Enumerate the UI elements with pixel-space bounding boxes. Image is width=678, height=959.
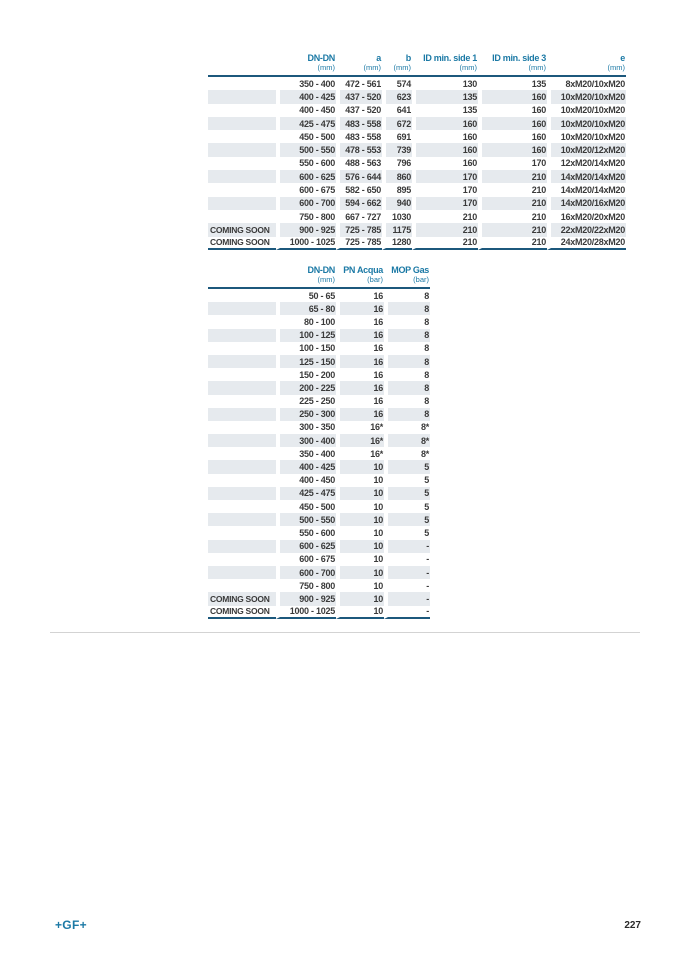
column-header: PN Acqua bbox=[343, 265, 383, 275]
table-cell: 1030 bbox=[382, 210, 412, 223]
row-label-cell bbox=[208, 526, 276, 539]
column-header: b bbox=[405, 53, 411, 63]
table-row bbox=[208, 104, 626, 117]
table-cell: 80 - 100 bbox=[276, 315, 336, 328]
table-cell: - bbox=[384, 606, 430, 619]
column-header: a bbox=[376, 53, 381, 63]
table-cell: 594 - 662 bbox=[336, 197, 382, 210]
row-label-cell bbox=[208, 210, 276, 223]
table-cell: 8 bbox=[384, 329, 430, 342]
table-cell: 483 - 558 bbox=[336, 117, 382, 130]
table-cell: 10 bbox=[336, 487, 384, 500]
table-cell: 160 bbox=[478, 130, 547, 143]
table-row bbox=[208, 197, 626, 210]
table-cell: 900 - 925 bbox=[276, 223, 336, 236]
column-unit: (mm) bbox=[382, 63, 412, 77]
table-cell: 500 - 550 bbox=[276, 143, 336, 156]
table-cell: 16 bbox=[336, 381, 384, 394]
table-cell: 225 - 250 bbox=[276, 395, 336, 408]
table-cell: 1000 - 1025 bbox=[276, 606, 336, 619]
table-cell: 1175 bbox=[382, 223, 412, 236]
table-cell: 400 - 450 bbox=[276, 104, 336, 117]
table-cell: 400 - 450 bbox=[276, 474, 336, 487]
table-cell: 8 bbox=[384, 302, 430, 315]
table-cell: 725 - 785 bbox=[336, 223, 382, 236]
table-cell: 16 bbox=[336, 329, 384, 342]
column-unit: (mm) bbox=[478, 63, 547, 77]
table-cell: 672 bbox=[382, 117, 412, 130]
table-cell: 796 bbox=[382, 157, 412, 170]
table-cell: 16 bbox=[336, 408, 384, 421]
table-cell: 130 bbox=[412, 77, 478, 90]
table-cell: 16 bbox=[336, 289, 384, 302]
table-cell: 10xM20/10xM20 bbox=[547, 117, 626, 130]
table-cell: 10 bbox=[336, 553, 384, 566]
header-unit-row bbox=[208, 275, 430, 289]
table-cell: 16 bbox=[336, 342, 384, 355]
table-cell: 170 bbox=[412, 197, 478, 210]
table-row bbox=[208, 553, 430, 566]
table-cell: 10 bbox=[336, 540, 384, 553]
table-cell: 350 - 400 bbox=[276, 77, 336, 90]
table-cell: 210 bbox=[478, 197, 547, 210]
table-row bbox=[208, 130, 626, 143]
table-cell: 16 bbox=[336, 368, 384, 381]
table-cell: 135 bbox=[412, 90, 478, 103]
table-row bbox=[208, 487, 430, 500]
table-cell: 425 - 475 bbox=[276, 117, 336, 130]
table-row bbox=[208, 210, 626, 223]
table-row bbox=[208, 237, 626, 250]
table-cell: 940 bbox=[382, 197, 412, 210]
table-cell: 600 - 700 bbox=[276, 197, 336, 210]
table-cell: 160 bbox=[412, 130, 478, 143]
table-cell: 425 - 475 bbox=[276, 487, 336, 500]
pressure-table-header bbox=[208, 256, 430, 289]
table-cell: 691 bbox=[382, 130, 412, 143]
table-row bbox=[208, 592, 430, 605]
table-cell: 200 - 225 bbox=[276, 381, 336, 394]
row-label-cell: COMING SOON bbox=[208, 606, 276, 619]
table-cell: 582 - 650 bbox=[336, 183, 382, 196]
table-cell: 210 bbox=[478, 183, 547, 196]
table-row bbox=[208, 355, 430, 368]
table-cell: 12xM20/14xM20 bbox=[547, 157, 626, 170]
pressure-table bbox=[208, 256, 430, 619]
table-row bbox=[208, 289, 430, 302]
row-label-cell bbox=[208, 302, 276, 315]
column-unit: (mm) bbox=[547, 63, 626, 77]
table-row bbox=[208, 500, 430, 513]
column-header: e bbox=[620, 53, 625, 63]
table-cell: 210 bbox=[478, 170, 547, 183]
table-row bbox=[208, 157, 626, 170]
row-label-cell bbox=[208, 329, 276, 342]
table-cell: 16* bbox=[336, 421, 384, 434]
row-label-cell bbox=[208, 540, 276, 553]
row-label-cell bbox=[208, 447, 276, 460]
table-row bbox=[208, 421, 430, 434]
table-cell: 8 bbox=[384, 355, 430, 368]
table-cell: 16* bbox=[336, 447, 384, 460]
table-cell: 125 - 150 bbox=[276, 355, 336, 368]
table-cell: 8 bbox=[384, 289, 430, 302]
table-cell: 1280 bbox=[382, 237, 412, 250]
table-cell: 135 bbox=[478, 77, 547, 90]
table-cell: 488 - 563 bbox=[336, 157, 382, 170]
table-cell: 210 bbox=[412, 223, 478, 236]
table-row bbox=[208, 143, 626, 156]
header-unit-row bbox=[208, 63, 626, 77]
table-cell: 170 bbox=[478, 157, 547, 170]
dimensions-table bbox=[208, 44, 626, 250]
table-cell: - bbox=[384, 540, 430, 553]
row-label-cell bbox=[208, 487, 276, 500]
table-cell: 14xM20/16xM20 bbox=[547, 197, 626, 210]
table-row bbox=[208, 368, 430, 381]
table-cell: 250 - 300 bbox=[276, 408, 336, 421]
table-cell: 16xM20/20xM20 bbox=[547, 210, 626, 223]
column-unit: (bar) bbox=[384, 275, 430, 289]
table-cell: 14xM20/14xM20 bbox=[547, 170, 626, 183]
row-label-cell bbox=[208, 355, 276, 368]
table-cell: 450 - 500 bbox=[276, 130, 336, 143]
table-cell: 10xM20/10xM20 bbox=[547, 104, 626, 117]
table-cell: 10 bbox=[336, 460, 384, 473]
column-unit bbox=[208, 275, 276, 289]
table-cell: 8* bbox=[384, 447, 430, 460]
pressure-table-body bbox=[208, 289, 430, 619]
table-cell: - bbox=[384, 553, 430, 566]
column-header: ID min. side 1 bbox=[423, 53, 477, 63]
table-row bbox=[208, 223, 626, 236]
table-cell: 667 - 727 bbox=[336, 210, 382, 223]
row-label-cell: COMING SOON bbox=[208, 223, 276, 236]
row-label-cell bbox=[208, 474, 276, 487]
table-cell: 400 - 425 bbox=[276, 90, 336, 103]
row-label-cell bbox=[208, 130, 276, 143]
table-cell: 170 bbox=[412, 183, 478, 196]
row-label-cell bbox=[208, 434, 276, 447]
table-row bbox=[208, 77, 626, 90]
table-cell: 8 bbox=[384, 368, 430, 381]
row-label-cell bbox=[208, 421, 276, 434]
table-row bbox=[208, 302, 430, 315]
table-cell: 22xM20/22xM20 bbox=[547, 223, 626, 236]
header-label-row bbox=[208, 44, 626, 63]
table-cell: 10 bbox=[336, 592, 384, 605]
section-divider bbox=[50, 632, 640, 633]
table-cell: 10xM20/10xM20 bbox=[547, 130, 626, 143]
table-cell: - bbox=[384, 566, 430, 579]
column-unit: (mm) bbox=[276, 63, 336, 77]
row-label-cell: COMING SOON bbox=[208, 592, 276, 605]
table-cell: 10 bbox=[336, 500, 384, 513]
table-cell: 574 bbox=[382, 77, 412, 90]
table-cell: 5 bbox=[384, 526, 430, 539]
table-cell: 860 bbox=[382, 170, 412, 183]
table-cell: 16* bbox=[336, 434, 384, 447]
table-cell: 725 - 785 bbox=[336, 237, 382, 250]
table-cell: 210 bbox=[478, 210, 547, 223]
table-cell: 600 - 625 bbox=[276, 170, 336, 183]
table-cell: 478 - 553 bbox=[336, 143, 382, 156]
table-cell: 160 bbox=[412, 157, 478, 170]
table-cell: 8 bbox=[384, 395, 430, 408]
row-label-cell bbox=[208, 342, 276, 355]
table-cell: 8xM20/10xM20 bbox=[547, 77, 626, 90]
table-cell: 135 bbox=[412, 104, 478, 117]
table-row bbox=[208, 183, 626, 196]
table-cell: 600 - 675 bbox=[276, 183, 336, 196]
table-cell: 160 bbox=[478, 143, 547, 156]
gf-logo: +GF+ bbox=[55, 918, 87, 932]
column-header: MOP Gas bbox=[391, 265, 429, 275]
table-cell: 5 bbox=[384, 513, 430, 526]
table-row bbox=[208, 315, 430, 328]
table-cell: 210 bbox=[478, 237, 547, 250]
table-cell: 10xM20/10xM20 bbox=[547, 90, 626, 103]
table-cell: 400 - 425 bbox=[276, 460, 336, 473]
table-row bbox=[208, 117, 626, 130]
table-cell: 8* bbox=[384, 434, 430, 447]
table-cell: 739 bbox=[382, 143, 412, 156]
table-cell: 8 bbox=[384, 315, 430, 328]
row-label-cell bbox=[208, 157, 276, 170]
row-label-cell bbox=[208, 553, 276, 566]
table-row bbox=[208, 566, 430, 579]
row-label-cell bbox=[208, 77, 276, 90]
table-cell: 160 bbox=[478, 90, 547, 103]
table-cell: 10 bbox=[336, 513, 384, 526]
column-header bbox=[208, 44, 276, 63]
row-label-cell bbox=[208, 117, 276, 130]
row-label-cell: COMING SOON bbox=[208, 237, 276, 250]
row-label-cell bbox=[208, 395, 276, 408]
dimensions-table-body bbox=[208, 77, 626, 250]
table-cell: 750 - 800 bbox=[276, 579, 336, 592]
row-label-cell bbox=[208, 408, 276, 421]
table-row bbox=[208, 329, 430, 342]
table-cell: 210 bbox=[412, 210, 478, 223]
row-label-cell bbox=[208, 289, 276, 302]
table-cell: 8* bbox=[384, 421, 430, 434]
table-cell: 10 bbox=[336, 526, 384, 539]
table-cell: 16 bbox=[336, 302, 384, 315]
table-cell: 500 - 550 bbox=[276, 513, 336, 526]
row-label-cell bbox=[208, 315, 276, 328]
row-label-cell bbox=[208, 579, 276, 592]
table-cell: 8 bbox=[384, 408, 430, 421]
row-label-cell bbox=[208, 381, 276, 394]
table-row bbox=[208, 342, 430, 355]
table-cell: 483 - 558 bbox=[336, 130, 382, 143]
row-label-cell bbox=[208, 566, 276, 579]
table-cell: 8 bbox=[384, 381, 430, 394]
row-label-cell bbox=[208, 197, 276, 210]
table-cell: 437 - 520 bbox=[336, 104, 382, 117]
column-header bbox=[208, 256, 276, 275]
table-row bbox=[208, 90, 626, 103]
table-row bbox=[208, 170, 626, 183]
table-cell: 600 - 675 bbox=[276, 553, 336, 566]
table-row bbox=[208, 474, 430, 487]
table-cell: 300 - 400 bbox=[276, 434, 336, 447]
table-cell: 472 - 561 bbox=[336, 77, 382, 90]
column-header: DN-DN bbox=[307, 53, 335, 63]
column-unit: (bar) bbox=[336, 275, 384, 289]
page-number: 227 bbox=[624, 920, 641, 931]
column-unit: (mm) bbox=[276, 275, 336, 289]
table-cell: 16 bbox=[336, 355, 384, 368]
table-cell: 50 - 65 bbox=[276, 289, 336, 302]
table-cell: 10xM20/12xM20 bbox=[547, 143, 626, 156]
row-label-cell bbox=[208, 183, 276, 196]
table-row bbox=[208, 447, 430, 460]
table-row bbox=[208, 579, 430, 592]
table-cell: 210 bbox=[412, 237, 478, 250]
table-cell: 750 - 800 bbox=[276, 210, 336, 223]
table-cell: 10 bbox=[336, 474, 384, 487]
table-cell: 5 bbox=[384, 474, 430, 487]
table-cell: 16 bbox=[336, 395, 384, 408]
row-label-cell bbox=[208, 500, 276, 513]
table-cell: 10 bbox=[336, 606, 384, 619]
table-cell: - bbox=[384, 579, 430, 592]
table-row bbox=[208, 540, 430, 553]
table-row bbox=[208, 606, 430, 619]
table-row bbox=[208, 408, 430, 421]
table-cell: - bbox=[384, 592, 430, 605]
table-cell: 65 - 80 bbox=[276, 302, 336, 315]
table-cell: 8 bbox=[384, 342, 430, 355]
column-header: ID min. side 3 bbox=[492, 53, 546, 63]
table-cell: 1000 - 1025 bbox=[276, 237, 336, 250]
table-cell: 5 bbox=[384, 460, 430, 473]
table-cell: 100 - 150 bbox=[276, 342, 336, 355]
table-row bbox=[208, 381, 430, 394]
table-cell: 5 bbox=[384, 487, 430, 500]
row-label-cell bbox=[208, 513, 276, 526]
header-label-row bbox=[208, 256, 430, 275]
table-cell: 150 - 200 bbox=[276, 368, 336, 381]
table-cell: 550 - 600 bbox=[276, 526, 336, 539]
row-label-cell bbox=[208, 104, 276, 117]
table-cell: 160 bbox=[412, 117, 478, 130]
row-label-cell bbox=[208, 170, 276, 183]
table-cell: 623 bbox=[382, 90, 412, 103]
table-cell: 600 - 625 bbox=[276, 540, 336, 553]
table-cell: 641 bbox=[382, 104, 412, 117]
column-unit: (mm) bbox=[336, 63, 382, 77]
table-cell: 10 bbox=[336, 566, 384, 579]
table-cell: 210 bbox=[478, 223, 547, 236]
table-cell: 550 - 600 bbox=[276, 157, 336, 170]
table-cell: 895 bbox=[382, 183, 412, 196]
column-unit: (mm) bbox=[412, 63, 478, 77]
table-cell: 350 - 400 bbox=[276, 447, 336, 460]
table-cell: 160 bbox=[478, 104, 547, 117]
row-label-cell bbox=[208, 90, 276, 103]
table-row bbox=[208, 513, 430, 526]
table-cell: 600 - 700 bbox=[276, 566, 336, 579]
table-cell: 450 - 500 bbox=[276, 500, 336, 513]
table-row bbox=[208, 526, 430, 539]
table-cell: 576 - 644 bbox=[336, 170, 382, 183]
column-header: DN-DN bbox=[307, 265, 335, 275]
table-cell: 5 bbox=[384, 500, 430, 513]
table-cell: 16 bbox=[336, 315, 384, 328]
table-row bbox=[208, 395, 430, 408]
table-cell: 160 bbox=[412, 143, 478, 156]
table-cell: 10 bbox=[336, 579, 384, 592]
table-cell: 24xM20/28xM20 bbox=[547, 237, 626, 250]
row-label-cell bbox=[208, 368, 276, 381]
table-cell: 160 bbox=[478, 117, 547, 130]
table-cell: 300 - 350 bbox=[276, 421, 336, 434]
table-cell: 170 bbox=[412, 170, 478, 183]
table-row bbox=[208, 434, 430, 447]
table-row bbox=[208, 460, 430, 473]
table-cell: 14xM20/14xM20 bbox=[547, 183, 626, 196]
row-label-cell bbox=[208, 460, 276, 473]
table-cell: 900 - 925 bbox=[276, 592, 336, 605]
row-label-cell bbox=[208, 143, 276, 156]
column-unit bbox=[208, 63, 276, 77]
table-cell: 100 - 125 bbox=[276, 329, 336, 342]
dimensions-table-header bbox=[208, 44, 626, 77]
table-cell: 437 - 520 bbox=[336, 90, 382, 103]
